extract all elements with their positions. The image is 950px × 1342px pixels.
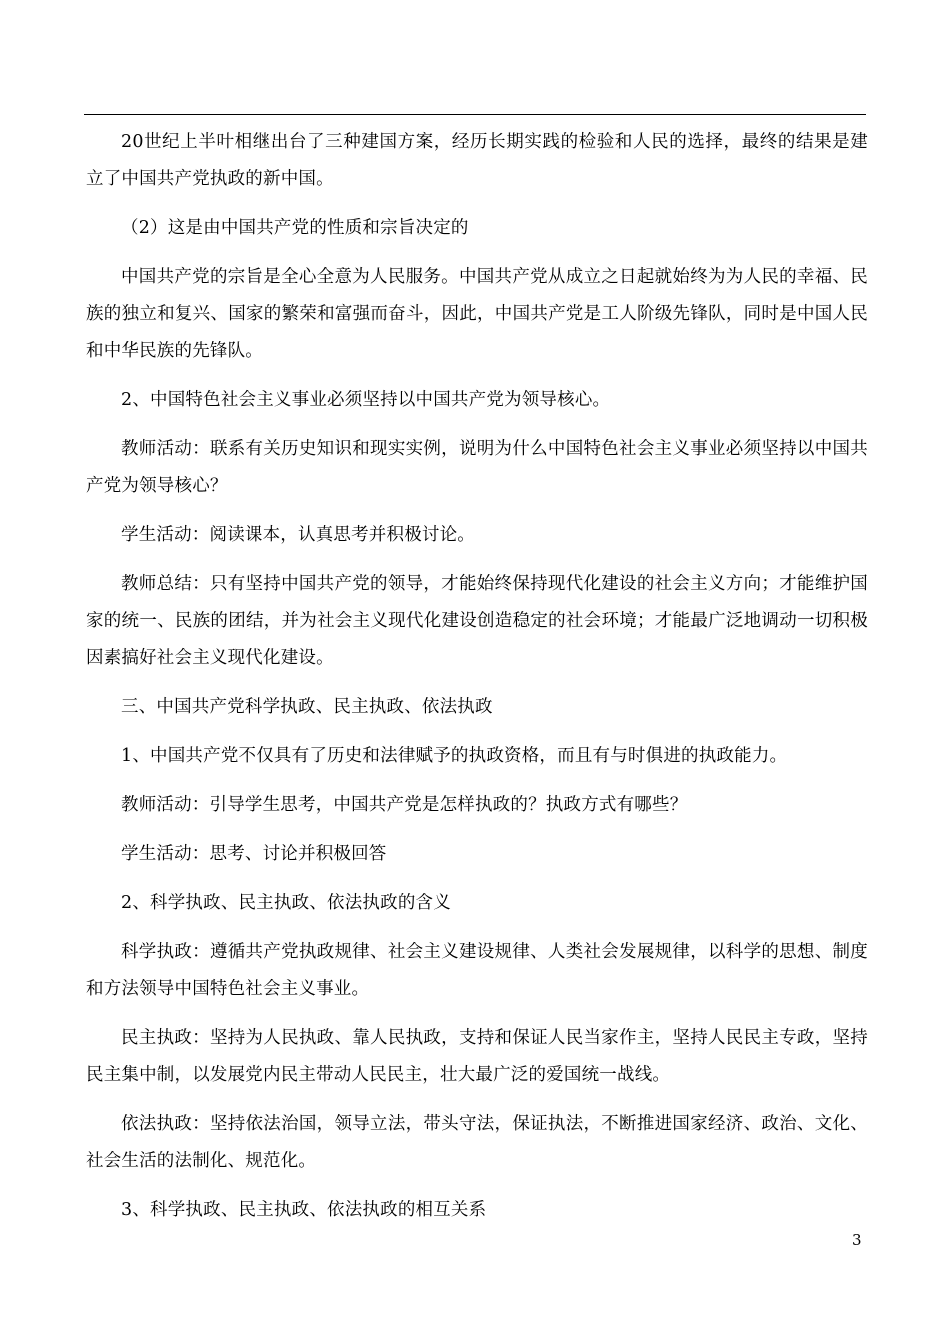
document-body	[86, 124, 868, 1241]
paragraph-teacher-activity-1: 教师活动：联系有关历史知识和现实实例，说明为什么中国特色社会主义事业必须坚持以中国共产党为领导核心？	[86, 439, 868, 496]
paragraph-student-activity-1: 学生活动：阅读课本，认真思考并积极讨论。	[121, 525, 475, 545]
paragraph-scientific-governance: 科学执政：遵循共产党执政规律、社会主义建设规律、人类社会发展规律，以科学的思想、制度和方法领导中国特色社会主义事业。	[86, 942, 868, 999]
paragraph-party-purpose: 中国共产党的宗旨是全心全意为人民服务。中国共产党从成立之日起就始终为为人民的幸福、民族的独立和复兴、国家的繁荣和富强而奋斗，因此，中国共产党是工人阶级先锋队，同时是中国人民和中华民族的先锋队。	[86, 267, 868, 361]
paragraph-meaning-heading: 2、科学执政、民主执政、依法执政的含义	[121, 893, 451, 913]
header-rule	[84, 114, 866, 115]
paragraph-teacher-summary: 教师总结：只有坚持中国共产党的领导，才能始终保持现代化建设的社会主义方向；才能维护国家的统一、民族的团结，并为社会主义现代化建设创造稳定的社会环境；才能最广泛地调动一切积极因素搞好社会主义现代化建设。	[86, 574, 868, 668]
paragraph-teacher-activity-2: 教师活动：引导学生思考，中国共产党是怎样执政的？执政方式有哪些？	[121, 795, 688, 815]
paragraph-lawful-governance: 依法执政：坚持依法治国，领导立法，带头守法，保证执法，不断推进国家经济、政治、文化、社会生活的法制化、规范化。	[86, 1114, 868, 1171]
paragraph-leadership-core-heading: 2、中国特色社会主义事业必须坚持以中国共产党为领导核心。	[121, 390, 611, 410]
paragraph-history-choice: 20世纪上半叶相继出台了三种建国方案，经历长期实践的检验和人民的选择，最终的结果是建立了中国共产党执政的新中国。	[86, 132, 868, 189]
paragraph-nature-purpose-heading: （2）这是由中国共产党的性质和宗旨决定的	[121, 218, 469, 238]
paragraph-student-activity-2: 学生活动：思考、讨论并积极回答	[121, 844, 387, 864]
section-heading-three: 三、中国共产党科学执政、民主执政、依法执政	[121, 697, 493, 717]
paragraph-democratic-governance: 民主执政：坚持为人民执政、靠人民执政，支持和保证人民当家作主，坚持人民民主专政，坚持民主集中制，以发展党内民主带动人民民主，壮大最广泛的爱国统一战线。	[86, 1028, 868, 1085]
paragraph-relationship-heading: 3、科学执政、民主执政、依法执政的相互关系	[121, 1200, 487, 1220]
page-number: 3	[852, 1231, 862, 1249]
paragraph-governing-ability: 1、中国共产党不仅具有了历史和法律赋予的执政资格，而且有与时俱进的执政能力。	[121, 746, 788, 766]
